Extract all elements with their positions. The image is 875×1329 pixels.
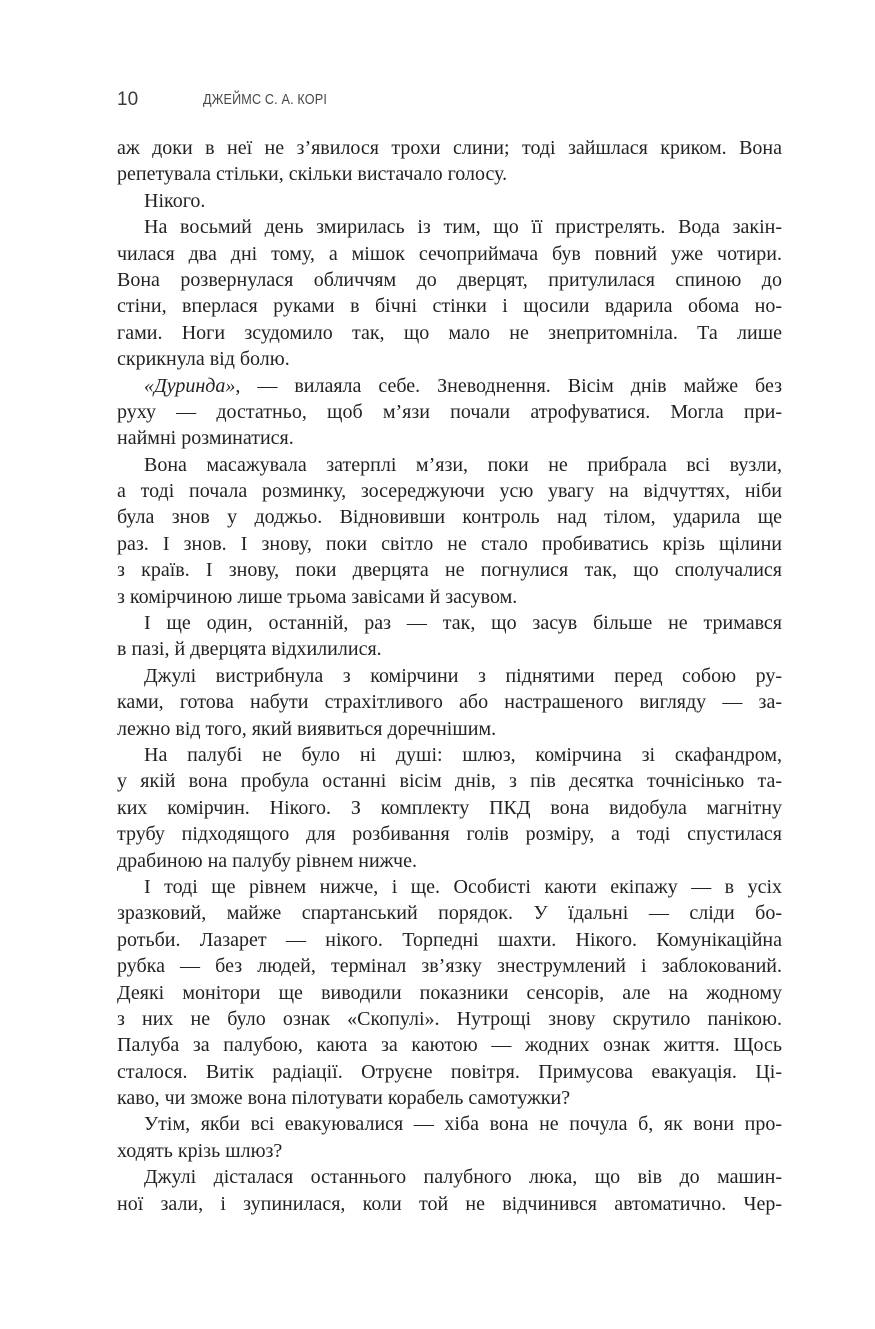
text-segment: стіни, вперлася руками в бічні стінки і щосили вдарила обома но- — [117, 295, 782, 318]
text-line — [117, 610, 782, 636]
text-line — [117, 980, 782, 1006]
text-line — [117, 161, 782, 187]
text-segment: скрикнула від болю. — [117, 348, 290, 371]
text-line — [117, 768, 782, 794]
text-segment: Джулі вистрибнула з комірчини з піднятими перед собою ру- — [144, 664, 782, 687]
text-segment: чилася два дні тому, а мішок сечоприймача був повний уже чотири. — [117, 242, 782, 265]
text-segment: ходять крізь шлюз? — [117, 1139, 283, 1162]
text-segment: Палуба за палубою, каюта за каютою — жодних ознак життя. Щось — [117, 1034, 782, 1057]
text-line — [117, 373, 782, 399]
text-segment: драбиною на палубу рівнем нижче. — [117, 849, 417, 872]
text-line — [117, 795, 782, 821]
text-line — [117, 953, 782, 979]
text-segment: рубка — без людей, термінал зв’язку знеструмлений і заблокований. — [117, 955, 782, 978]
text-segment: у якій вона пробула останні вісім днів, з пів десятка точнісінько та- — [117, 770, 782, 793]
text-segment: сталося. Витік радіації. Отруєне повітря. Примусова евакуація. Ці- — [117, 1060, 782, 1083]
text-line — [117, 320, 782, 346]
text-segment: раз. І знов. І знову, поки світло не стало пробиватись крізь щілини — [117, 532, 782, 555]
text-segment: каво, чи зможе вона пілотувати корабель самотужки? — [117, 1087, 571, 1110]
text-line — [117, 1059, 782, 1085]
text-segment: була знов у доджьо. Відновивши контроль над тілом, ударила ще — [117, 506, 782, 529]
text-segment: ної зали, і зупинилася, коли той не відчинився автоматично. Чер- — [117, 1192, 782, 1215]
text-segment: трубу підходящого для розбивання голів розміру, а тоді спустилася — [117, 823, 782, 846]
text-line — [117, 900, 782, 926]
text-line — [117, 135, 782, 161]
text-segment: І тоді ще рівнем нижче, і ще. Особисті каюти екіпажу — в усіх — [144, 875, 782, 898]
text-line — [117, 346, 782, 372]
text-line — [117, 689, 782, 715]
text-line — [117, 1111, 782, 1137]
text-segment: з комірчиною лише трьома завісами й засувом. — [117, 585, 518, 608]
text-line — [117, 584, 782, 610]
text-segment: репетувала стільки, скільки вистачало голосу. — [117, 163, 508, 186]
text-segment: ками, готова набути страхітливого або настрашеного вигляду — за- — [117, 691, 782, 714]
text-line — [117, 1138, 782, 1164]
italic-text: «Дуринда», — [144, 374, 241, 397]
running-head-author: ДЖЕЙМС С. А. КОРІ — [203, 91, 327, 108]
page-number: 10 — [117, 89, 139, 110]
text-line — [117, 425, 782, 451]
text-line — [117, 1085, 782, 1111]
text-segment: Деякі монітори ще виводили показники сенсорів, але на жодному — [117, 981, 782, 1004]
page-header — [117, 90, 782, 110]
text-segment: ких комірчин. Нікого. З комплекту ПКД вона видобула магнітну — [117, 796, 782, 819]
text-segment: Вона масажувала затерплі м’язи, поки не прибрала всі вузли, — [144, 453, 782, 476]
text-segment: руху — достатньо, щоб м’язи почали атрофуватися. Могла при- — [117, 400, 782, 423]
text-line — [117, 188, 782, 214]
text-segment: ротьби. Лазарет — нікого. Торпедні шахти. Нікого. Комунікаційна — [117, 928, 782, 951]
text-line — [117, 1191, 782, 1217]
text-line — [117, 927, 782, 953]
text-line — [117, 478, 782, 504]
text-line — [117, 399, 782, 425]
text-segment: з країв. І знову, поки дверцята не погнулися так, що сполучалися — [117, 559, 782, 582]
text-line — [117, 504, 782, 530]
text-segment: гами. Ноги зсудомило так, що мало не знепритомніла. Та лише — [117, 321, 782, 344]
text-line — [117, 293, 782, 319]
text-line — [117, 874, 782, 900]
text-segment: Вона розвернулася обличчям до дверцят, притулилася спиною до — [117, 268, 782, 291]
text-segment: — вилаяла себе. Зневоднення. Вісім днів майже без — [240, 374, 782, 397]
text-line — [117, 452, 782, 478]
text-line — [117, 716, 782, 742]
text-segment: аж доки в неї не з’явилося трохи слини; тоді зайшлася криком. Вона — [117, 137, 782, 159]
text-segment: а тоді почала розминку, зосереджуючи усю увагу на відчуттях, ніби — [117, 480, 782, 503]
text-line — [117, 214, 782, 240]
text-segment: Утім, якби всі евакуювалися — хіба вона не почула б, як вони про- — [144, 1113, 782, 1136]
text-line — [117, 557, 782, 583]
text-segment: На палубі не було ні душі: шлюз, комірчина зі скафандром, — [144, 743, 782, 766]
text-line — [117, 1006, 782, 1032]
text-segment: І ще один, останній, раз — так, що засув більше не тримався — [144, 612, 782, 635]
text-segment: Нікого. — [144, 189, 206, 212]
text-segment: зразковий, майже спартанський порядок. У їдальні — сліди бо- — [117, 902, 782, 925]
text-block — [117, 135, 782, 1217]
text-line — [117, 663, 782, 689]
text-segment: На восьмий день змирилась із тим, що її пристрелять. Вода закін- — [144, 216, 782, 239]
text-segment: наймні розминатися. — [117, 427, 294, 450]
text-segment: Джулі дісталася останнього палубного люка, що вів до машин- — [144, 1166, 782, 1189]
text-line — [117, 531, 782, 557]
text-line — [117, 1032, 782, 1058]
text-line — [117, 848, 782, 874]
text-segment: з них не було ознак «Скопулі». Нутрощі знову скрутило панікою. — [117, 1007, 782, 1030]
text-line — [117, 821, 782, 847]
text-line — [117, 267, 782, 293]
text-line — [117, 636, 782, 662]
text-segment: лежно від того, який виявиться доречнішим. — [117, 717, 497, 740]
text-line — [117, 1164, 782, 1190]
text-line — [117, 241, 782, 267]
text-line — [117, 742, 782, 768]
text-segment: в пазі, й дверцята відхилилися. — [117, 638, 382, 661]
